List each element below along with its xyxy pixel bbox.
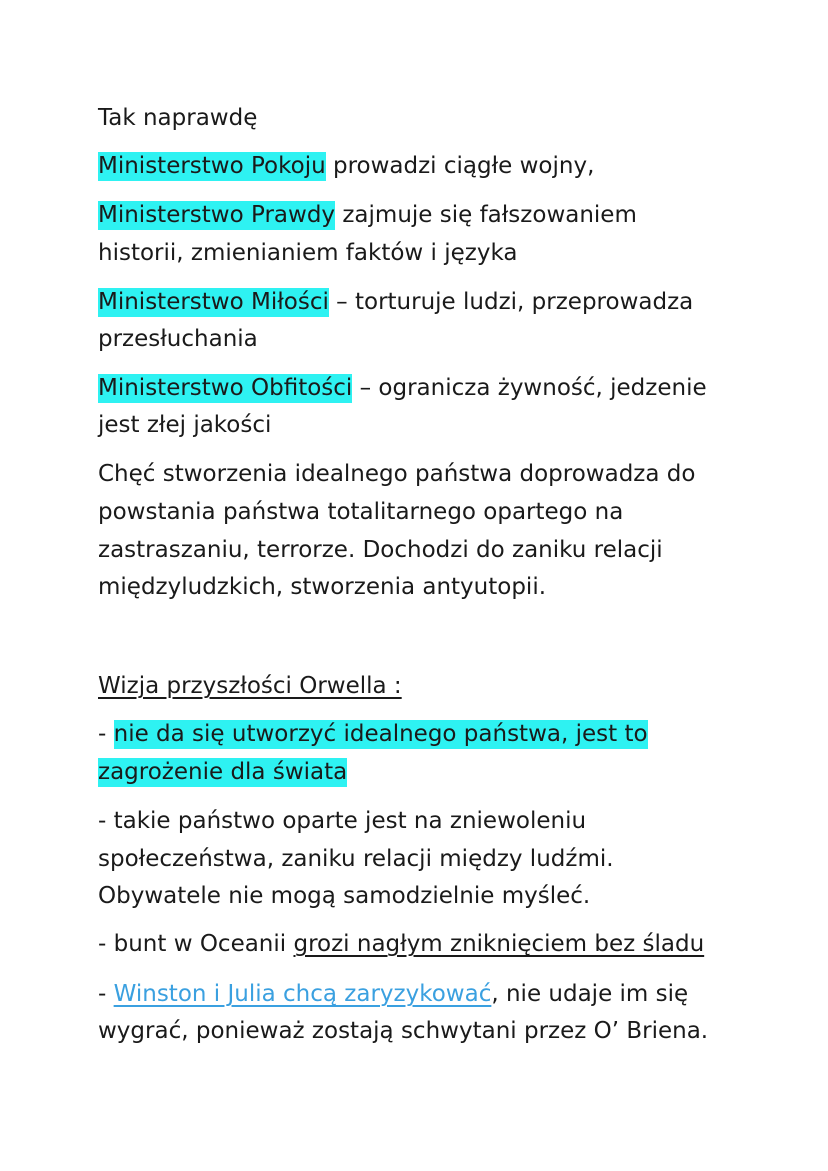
ministry-love-text-2: przesłuchania bbox=[98, 326, 258, 352]
bullet-1-line bbox=[98, 719, 648, 749]
summary-text-3: zastraszaniu, terrorze. Dochodzi do zaniku relacji bbox=[98, 537, 663, 563]
bullet-4-dash: - bbox=[98, 981, 114, 1007]
bullet-2-line-2 bbox=[98, 844, 614, 874]
summary-line-1 bbox=[98, 459, 695, 489]
bullet-4-text-2: wygrać, ponieważ zostają schwytani przez O’ Briena. bbox=[98, 1018, 709, 1044]
ministry-peace-highlight: Ministerstwo Pokoju bbox=[98, 153, 326, 179]
bullet-1-dash: - bbox=[98, 721, 114, 747]
ministry-plenty-line-2 bbox=[98, 410, 271, 440]
ministry-peace-line bbox=[98, 151, 594, 181]
bullet-3-line bbox=[98, 929, 704, 959]
ministry-plenty-line bbox=[98, 373, 707, 403]
summary-text-1: Chęć stworzenia idealnego państwa doprowadza do bbox=[98, 461, 696, 487]
bullet-4-text: , nie udaje im się bbox=[491, 981, 689, 1007]
bullet-3-text: - bunt w Oceanii bbox=[98, 931, 294, 957]
bullet-2-text-3: Obywatele nie mogą samodzielnie myśleć. bbox=[98, 883, 591, 909]
ministry-plenty-text-2: jest złej jakości bbox=[98, 412, 272, 438]
ministry-truth-line bbox=[98, 200, 637, 230]
bullet-4-line bbox=[98, 979, 688, 1009]
ministry-truth-line-2 bbox=[98, 238, 517, 268]
summary-line-4 bbox=[98, 572, 546, 602]
section-heading bbox=[98, 671, 402, 701]
ministry-love-text: – torturuje ludzi, przeprowadza bbox=[328, 289, 694, 315]
intro-text: Tak naprawdę bbox=[98, 105, 258, 131]
summary-text-2: powstania państwa totalitarnego opartego na bbox=[98, 499, 624, 525]
bullet-1-highlight-2: zagrożenie dla świata bbox=[98, 759, 348, 785]
ministry-plenty-text: – ogranicza żywność, jedzenie bbox=[352, 375, 707, 401]
summary-line-2 bbox=[98, 497, 623, 527]
ministry-love-line-2 bbox=[98, 324, 258, 354]
intro-line bbox=[98, 103, 257, 133]
bullet-3-underlined: grozi nagłym zniknięciem bez śladu bbox=[293, 931, 705, 957]
bullet-2-line-3 bbox=[98, 881, 590, 911]
summary-line-3 bbox=[98, 535, 663, 565]
ministry-love-highlight: Ministerstwo Miłości bbox=[98, 289, 329, 315]
section-heading-text: Wizja przyszłości Orwella : bbox=[98, 673, 402, 699]
bullet-1-highlight: nie da się utworzyć idealnego państwa, jest to bbox=[113, 721, 648, 747]
ministry-plenty-highlight: Ministerstwo Obfitości bbox=[98, 375, 353, 401]
ministry-peace-text: prowadzi ciągłe wojny, bbox=[325, 153, 595, 179]
ministry-truth-text-2: historii, zmienianiem faktów i języka bbox=[98, 240, 518, 266]
bullet-2-text: - takie państwo oparte jest na zniewoleniu bbox=[98, 808, 587, 834]
ministry-love-line bbox=[98, 287, 693, 317]
bullet-2-line bbox=[98, 806, 586, 836]
summary-text-4: międzyludzkich, stworzenia antyutopii. bbox=[98, 574, 547, 600]
ministry-truth-highlight: Ministerstwo Prawdy bbox=[98, 202, 336, 228]
bullet-2-text-2: społeczeństwa, zaniku relacji między ludźmi. bbox=[98, 846, 614, 872]
bullet-4-blue-text: Winston i Julia chcą zaryzykować bbox=[113, 981, 492, 1007]
ministry-truth-text: zajmuje się fałszowaniem bbox=[335, 202, 637, 228]
bullet-4-line-2 bbox=[98, 1016, 708, 1046]
bullet-1-line-2 bbox=[98, 757, 347, 787]
